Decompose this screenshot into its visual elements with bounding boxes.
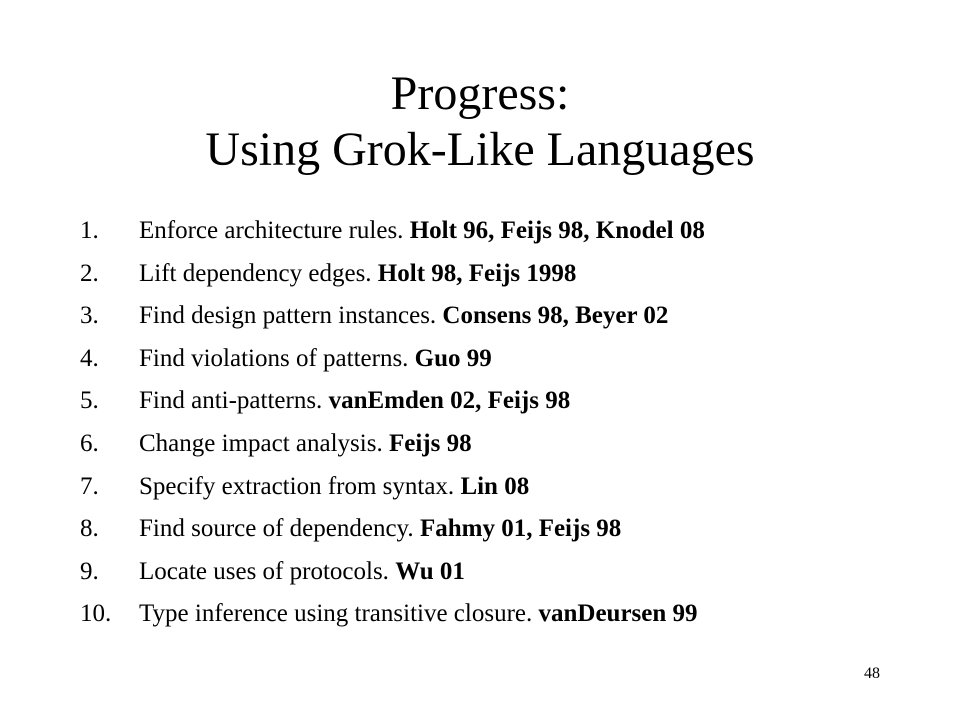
item-number: 1. bbox=[80, 217, 99, 244]
item-text: Type inference using transitive closure. bbox=[139, 600, 539, 628]
list-item bbox=[80, 295, 900, 338]
item-citation: Wu 01 bbox=[395, 557, 465, 585]
item-citation: vanDeursen 99 bbox=[538, 600, 698, 628]
item-citation: Lin 08 bbox=[460, 472, 530, 500]
item-number: 2. bbox=[80, 259, 99, 287]
item-text: Locate uses of protocols. bbox=[139, 557, 396, 585]
list-item bbox=[80, 551, 900, 594]
item-text: Lift dependency edges. bbox=[139, 259, 378, 287]
list-item bbox=[80, 508, 900, 551]
item-citation: vanEmden 02, Feijs 98 bbox=[328, 387, 571, 415]
numbered-list bbox=[80, 210, 900, 636]
list-item bbox=[80, 380, 900, 423]
item-citation: Consens 98, Beyer 02 bbox=[442, 302, 669, 330]
list-item bbox=[80, 423, 900, 466]
page-number: 48 bbox=[864, 665, 880, 682]
title-line-1: Progress: bbox=[390, 67, 570, 120]
item-citation: Holt 98, Feijs 1998 bbox=[377, 259, 577, 287]
item-text: Specify extraction from syntax. bbox=[139, 472, 461, 500]
item-number: 3. bbox=[80, 302, 99, 330]
item-number: 5. bbox=[80, 387, 99, 415]
item-text: Find design pattern instances. bbox=[139, 302, 443, 330]
list-item bbox=[80, 466, 900, 509]
item-text: Find source of dependency. bbox=[139, 515, 420, 543]
list-item bbox=[80, 210, 900, 253]
item-number: 10. bbox=[80, 600, 112, 628]
item-number: 8. bbox=[80, 515, 99, 543]
list-item bbox=[80, 253, 900, 296]
list-item bbox=[80, 338, 900, 381]
item-citation: Holt 96, Feijs 98, Knodel 08 bbox=[409, 217, 705, 244]
item-number: 4. bbox=[80, 344, 99, 372]
slide-title bbox=[0, 66, 960, 178]
item-citation: Feijs 98 bbox=[388, 429, 472, 457]
item-text: Find violations of patterns. bbox=[139, 344, 415, 372]
item-number: 6. bbox=[80, 429, 99, 457]
item-text: Find anti-patterns. bbox=[139, 387, 329, 415]
item-text: Enforce architecture rules. bbox=[139, 217, 410, 244]
list-item bbox=[80, 593, 900, 636]
item-number: 7. bbox=[80, 472, 99, 500]
item-number: 9. bbox=[80, 557, 99, 585]
title-line-2: Using Grok-Like Languages bbox=[205, 123, 755, 176]
item-citation: Guo 99 bbox=[414, 344, 492, 372]
item-text: Change impact analysis. bbox=[139, 429, 389, 457]
item-citation: Fahmy 01, Feijs 98 bbox=[419, 515, 622, 543]
